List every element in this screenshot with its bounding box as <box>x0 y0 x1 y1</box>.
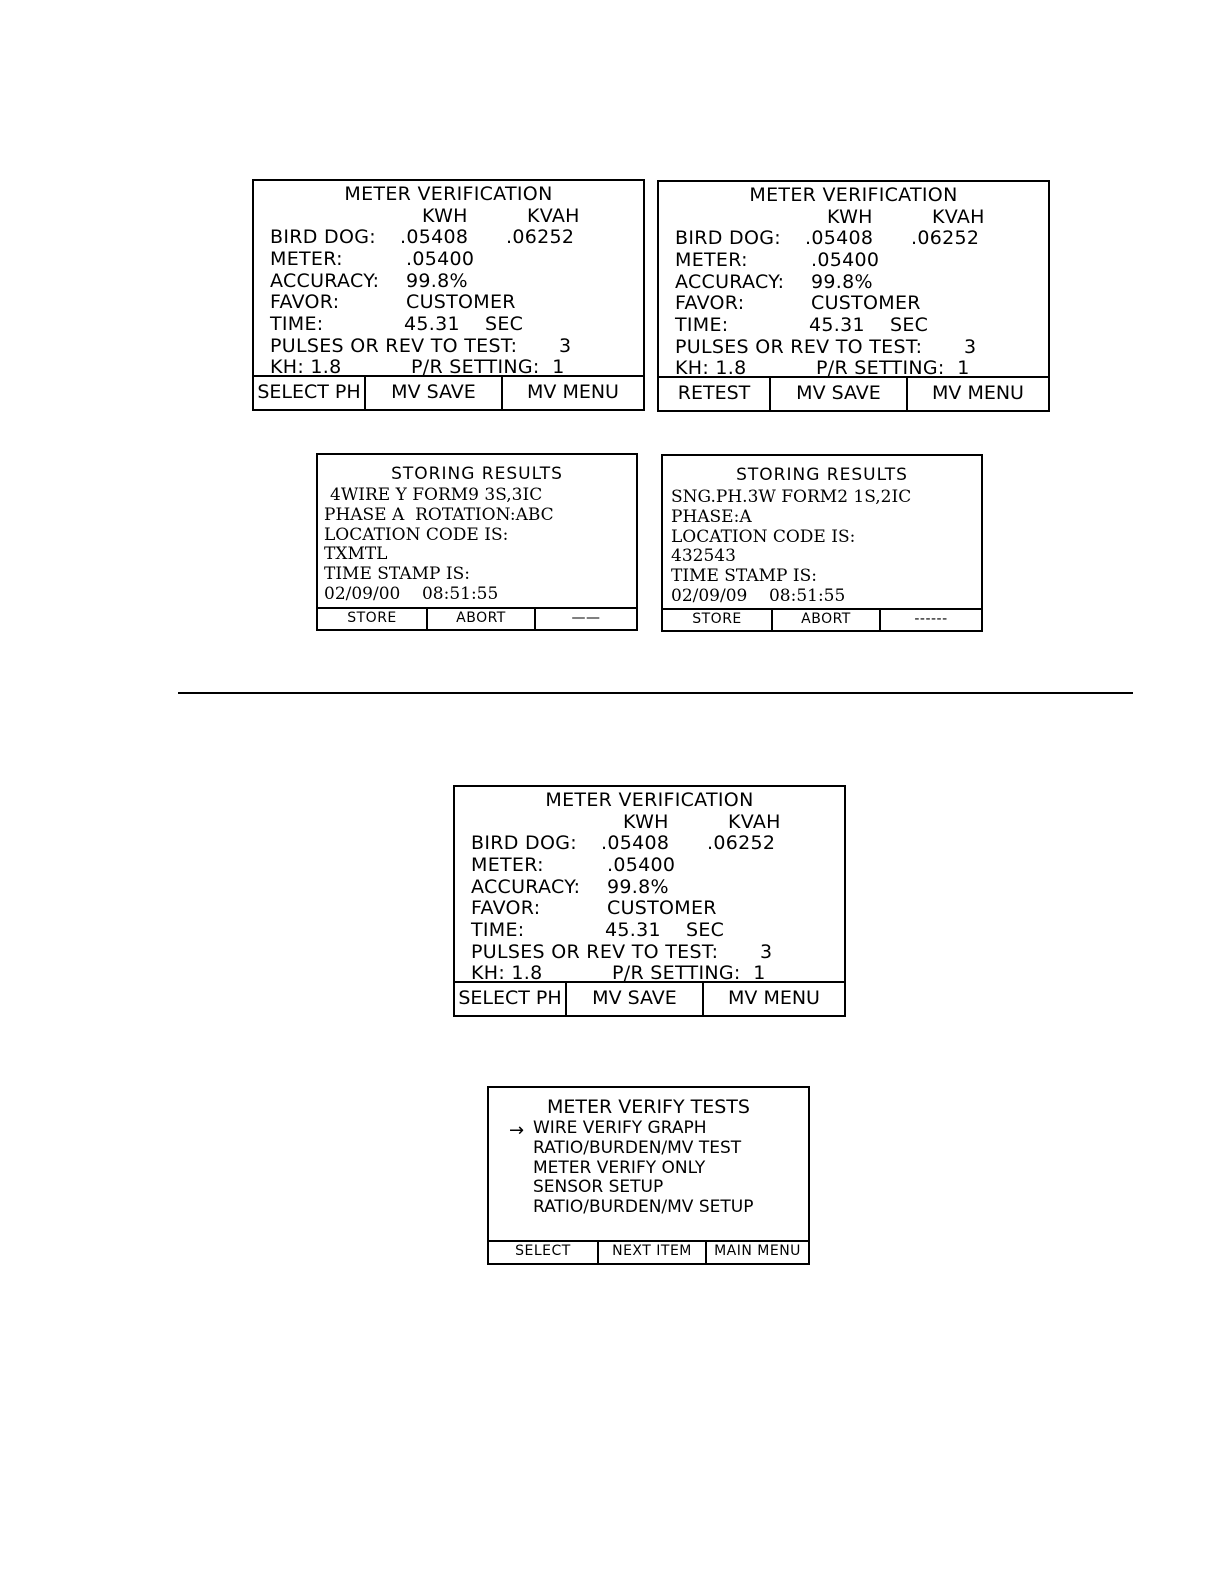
pulses-value: 3 <box>559 335 572 357</box>
meter-kwh: .05400 <box>406 248 475 270</box>
time-value: 45.31 <box>809 314 865 336</box>
softkey-bar <box>254 375 643 409</box>
selection-arrow-icon: → <box>509 1120 525 1141</box>
abort-button[interactable]: ABORT <box>426 609 534 629</box>
time-value: 45.31 <box>605 919 661 941</box>
bird-dog-kwh: .05408 <box>805 227 874 249</box>
mv-menu-button[interactable]: MV MENU <box>702 983 844 1015</box>
time-stamp-label: TIME STAMP IS: <box>671 566 817 586</box>
favor-label: FAVOR: <box>471 897 541 919</box>
meter-verify-tests-screen <box>487 1086 810 1265</box>
mv-save-button[interactable]: MV SAVE <box>565 983 702 1015</box>
pr-setting: P/R SETTING: 1 <box>612 962 766 984</box>
phase-rotation-line: PHASE A ROTATION:ABC <box>324 505 554 525</box>
select-button[interactable]: SELECT <box>515 1243 571 1259</box>
time-unit: SEC <box>890 314 929 336</box>
meter-form-line: 4WIRE Y FORM9 3S,3IC <box>330 485 543 505</box>
screen-title: METER VERIFICATION <box>749 184 958 206</box>
screen-title: METER VERIFY TESTS <box>547 1096 750 1118</box>
pr-setting: P/R SETTING: 1 <box>411 356 565 378</box>
screen-title: STORING RESULTS <box>391 464 563 484</box>
time-label: TIME: <box>675 314 729 336</box>
bird-dog-kvah: .06252 <box>911 227 980 249</box>
location-code-label: LOCATION CODE IS: <box>324 525 509 545</box>
kwh-header: KWH <box>422 205 468 227</box>
location-code-value: 432543 <box>671 546 736 566</box>
meter-label: METER: <box>471 854 544 876</box>
store-button[interactable]: STORE <box>692 611 742 627</box>
storing-results-screen-1 <box>316 453 638 631</box>
select-ph-button[interactable]: SELECT PH <box>458 987 562 1009</box>
location-code-value: TXMTL <box>324 544 388 564</box>
meter-kwh: .05400 <box>607 854 676 876</box>
kwh-header: KWH <box>623 811 669 833</box>
kvah-header: KVAH <box>932 206 985 228</box>
location-code-label: LOCATION CODE IS: <box>671 527 856 547</box>
softkey-bar <box>489 1240 808 1263</box>
mv-body <box>254 181 643 377</box>
mv-body <box>659 182 1048 378</box>
menu-item-meter-verify-only[interactable]: METER VERIFY ONLY <box>533 1158 706 1178</box>
accuracy-value: 99.8% <box>406 270 468 292</box>
kh-value: KH: 1.8 <box>471 962 543 984</box>
phase-line: PHASE:A <box>671 507 752 527</box>
favor-label: FAVOR: <box>675 292 745 314</box>
kwh-header: KWH <box>827 206 873 228</box>
accuracy-value: 99.8% <box>811 271 873 293</box>
time-stamp-label: TIME STAMP IS: <box>324 564 470 584</box>
softkey-bar <box>318 607 636 629</box>
time-stamp-value: 02/09/00 08:51:55 <box>324 584 499 604</box>
select-ph-button[interactable]: SELECT PH <box>257 381 361 403</box>
softkey-bar <box>659 376 1048 410</box>
bird-dog-label: BIRD DOG: <box>675 227 781 249</box>
favor-value: CUSTOMER <box>811 292 921 314</box>
mv-menu-button[interactable]: MV MENU <box>501 377 643 409</box>
meter-verification-screen-3 <box>453 785 846 1017</box>
time-label: TIME: <box>471 919 525 941</box>
meter-kwh: .05400 <box>811 249 880 271</box>
mv-menu-button[interactable]: MV MENU <box>906 378 1048 410</box>
kvah-header: KVAH <box>728 811 781 833</box>
screen-title: STORING RESULTS <box>736 465 908 485</box>
meter-label: METER: <box>675 249 748 271</box>
menu-item-wire-verify-graph[interactable]: WIRE VERIFY GRAPH <box>533 1118 707 1138</box>
softkey-bar <box>455 981 844 1015</box>
softkey-bar <box>663 608 981 630</box>
mv-body <box>455 787 844 983</box>
bird-dog-kvah: .06252 <box>707 832 776 854</box>
pulses-label: PULSES OR REV TO TEST: <box>471 941 719 963</box>
favor-value: CUSTOMER <box>607 897 717 919</box>
bird-dog-kvah: .06252 <box>506 226 575 248</box>
accuracy-value: 99.8% <box>607 876 669 898</box>
main-menu-button[interactable]: MAIN MENU <box>705 1242 808 1263</box>
store-button[interactable]: STORE <box>347 610 397 626</box>
kvah-header: KVAH <box>527 205 580 227</box>
screen-title: METER VERIFICATION <box>344 183 553 205</box>
favor-value: CUSTOMER <box>406 291 516 313</box>
retest-button[interactable]: RETEST <box>677 382 751 404</box>
menu-item-sensor-setup[interactable]: SENSOR SETUP <box>533 1177 664 1197</box>
storing-results-screen-2 <box>661 454 983 632</box>
bird-dog-kwh: .05408 <box>400 226 469 248</box>
time-unit: SEC <box>485 313 524 335</box>
pulses-value: 3 <box>964 336 977 358</box>
pulses-label: PULSES OR REV TO TEST: <box>270 335 518 357</box>
time-label: TIME: <box>270 313 324 335</box>
accuracy-label: ACCURACY: <box>270 270 380 292</box>
meter-verification-screen-1 <box>252 179 645 411</box>
pulses-value: 3 <box>760 941 773 963</box>
blank-softkey[interactable]: —— <box>534 609 636 629</box>
bird-dog-label: BIRD DOG: <box>270 226 376 248</box>
pr-setting: P/R SETTING: 1 <box>816 357 970 379</box>
time-value: 45.31 <box>404 313 460 335</box>
bird-dog-label: BIRD DOG: <box>471 832 577 854</box>
abort-button[interactable]: ABORT <box>771 610 879 630</box>
pulses-label: PULSES OR REV TO TEST: <box>675 336 923 358</box>
mv-save-button[interactable]: MV SAVE <box>769 378 906 410</box>
meter-label: METER: <box>270 248 343 270</box>
mv-save-button[interactable]: MV SAVE <box>364 377 501 409</box>
screen-title: METER VERIFICATION <box>545 789 754 811</box>
kh-value: KH: 1.8 <box>675 357 747 379</box>
menu-item-ratio-burden-mv-setup[interactable]: RATIO/BURDEN/MV SETUP <box>533 1197 754 1217</box>
accuracy-label: ACCURACY: <box>471 876 581 898</box>
favor-label: FAVOR: <box>270 291 340 313</box>
next-item-button[interactable]: NEXT ITEM <box>597 1242 705 1263</box>
time-unit: SEC <box>686 919 725 941</box>
blank-softkey[interactable]: ------ <box>879 610 981 630</box>
section-divider <box>178 692 1133 694</box>
bird-dog-kwh: .05408 <box>601 832 670 854</box>
meter-form-line: SNG.PH.3W FORM2 1S,2IC <box>671 487 912 507</box>
kh-value: KH: 1.8 <box>270 356 342 378</box>
menu-item-ratio-burden-mv-test[interactable]: RATIO/BURDEN/MV TEST <box>533 1138 742 1158</box>
accuracy-label: ACCURACY: <box>675 271 785 293</box>
meter-verification-screen-2 <box>657 180 1050 412</box>
time-stamp-value: 02/09/09 08:51:55 <box>671 586 846 606</box>
